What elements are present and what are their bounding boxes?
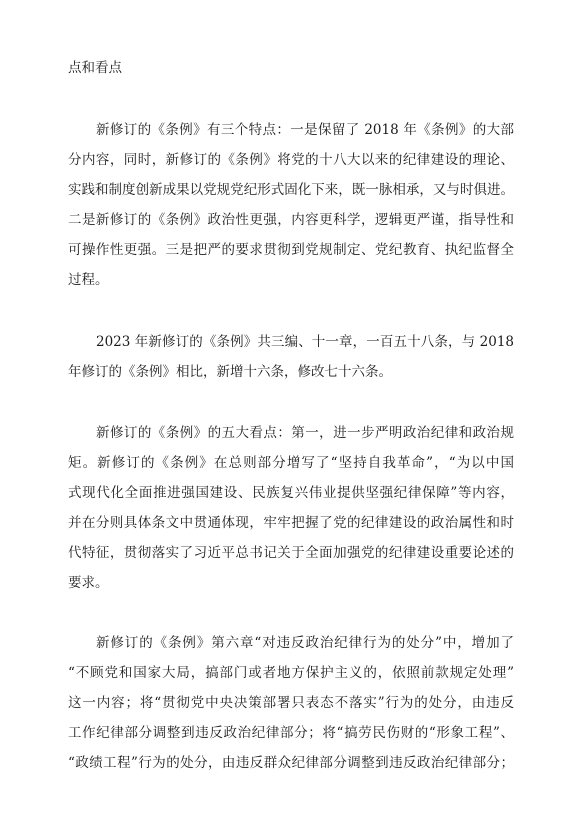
paragraph-line: 代特征，贯彻落实了习近平总书记关于全面加强党的纪律建设重要论述的 xyxy=(68,545,514,561)
paragraph-structure xyxy=(68,327,514,387)
paragraph-line: “不顾党和国家大局，搞部门或者地方保护主义的，依照前款规定处理” xyxy=(68,665,514,681)
paragraph-line: 式现代化全面推进强国建设、民族复兴伟业提供坚强纪律保障”等内容， xyxy=(68,485,514,501)
paragraph-line: “政绩工程”行为的处分，由违反群众纪律部分调整到违反政治纪律部分； xyxy=(68,755,514,771)
paragraph-line: 新修订的《条例》的五大看点：第一，进一步严明政治纪律和政治规 xyxy=(96,425,514,441)
paragraph-line: 过程。 xyxy=(68,272,109,288)
paragraph-line: 这一内容；将“贯彻党中央决策部署只表态不落实”行为的处分，由违反 xyxy=(68,695,514,711)
paragraph-chapter-six xyxy=(68,628,514,778)
paragraph-line: 实践和制度创新成果以党规党纪形式固化下来，既一脉相承，又与时俱进。 xyxy=(68,182,514,198)
paragraph-line: 工作纪律部分调整到违反政治纪律部分；将“搞劳民伤财的“形象工程”、 xyxy=(68,725,514,741)
paragraph-line: 二是新修订的《条例》政治性更强，内容更科学，逻辑更严谨，指导性和 xyxy=(68,212,514,228)
paragraph-line: 年修订的《条例》相比，新增十六条，修改七十六条。 xyxy=(68,364,392,380)
paragraph-line: 2023 年新修订的《条例》共三编、十一章，一百五十八条，与 2018 xyxy=(96,334,514,350)
paragraph-line: 矩。新修订的《条例》在总则部分增写了“坚持自我革命”，“为以中国 xyxy=(68,455,514,471)
paragraph-features xyxy=(68,115,514,295)
paragraph-line: 可操作性更强。三是把严的要求贯彻到党规制定、党纪教育、执纪监督全 xyxy=(68,242,514,258)
paragraph-line: 新修订的《条例》第六章“对违反政治纪律行为的处分”中，增加了 xyxy=(96,635,514,651)
paragraph-line: 要求。 xyxy=(68,575,109,591)
paragraph-highlights xyxy=(68,418,514,598)
paragraph-line: 新修订的《条例》有三个特点：一是保留了 2018 年《条例》的大部 xyxy=(96,122,514,138)
paragraph-line: 分内容，同时，新修订的《条例》将党的十八大以来的纪律建设的理论、 xyxy=(68,152,514,168)
paragraph-line: 并在分则具体条文中贯通体现，牢牢把握了党的纪律建设的政治属性和时 xyxy=(68,515,514,531)
section-heading: 点和看点 xyxy=(68,60,122,76)
